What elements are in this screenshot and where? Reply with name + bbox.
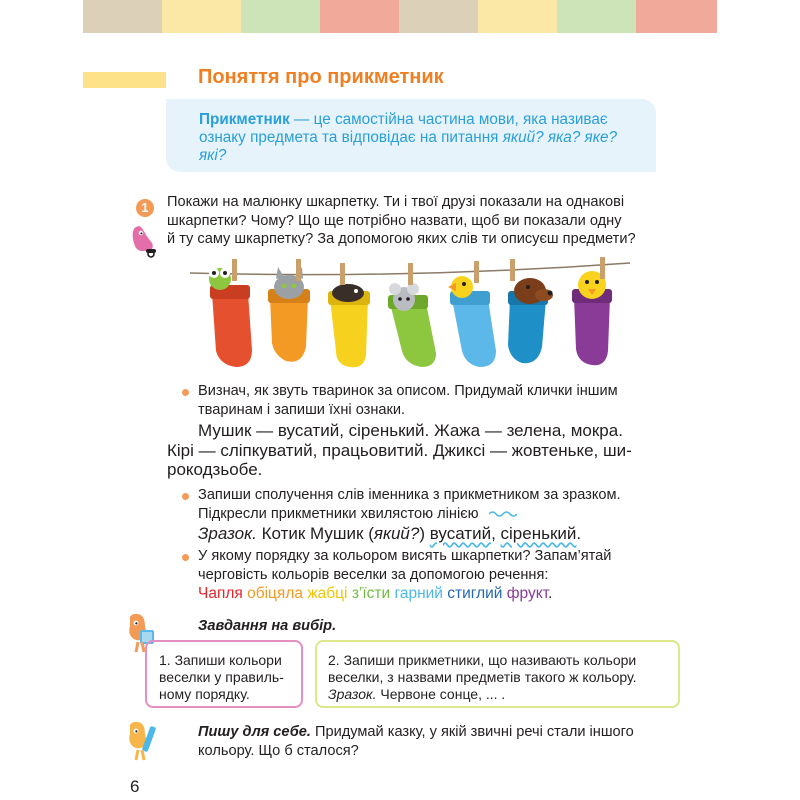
definition-text: ознаку предмета та відповідає на питання — [199, 129, 503, 146]
bullet-3-text — [198, 547, 611, 584]
stripe-segment — [241, 0, 320, 33]
page-number: 6 — [130, 777, 140, 796]
rainbow-word: жабці — [307, 585, 348, 602]
bullet-line: черговість кольорів веселки за допомогою речення: — [198, 566, 549, 583]
exercise-line: Покажи на малюнку шкарпетку. Ти і твої друзі показали на однакові — [167, 194, 625, 210]
stripe-segment — [399, 0, 478, 33]
rainbow-sentence — [198, 585, 552, 603]
stripe-segment — [636, 0, 717, 33]
bullet-line-text: Підкресли прикметники хвилястою лінією — [198, 505, 479, 522]
rainbow-word: обіцяла — [247, 585, 303, 602]
bullet-line: Визнач, як звуть тваринок за описом. Придумай клички іншим — [198, 383, 618, 399]
bullet-line: Запиши сполучення слів іменника з прикметником за зразком. — [198, 487, 621, 503]
write-for-yourself — [198, 723, 634, 760]
bullet-line: тваринам і запиши їхні ознаки. — [198, 401, 406, 418]
stripe-segment — [320, 0, 399, 33]
rainbow-period: . — [548, 585, 553, 602]
sock-green — [388, 263, 436, 367]
sample-text: ) — [419, 524, 430, 543]
bullet-marker — [182, 493, 189, 500]
definition-box — [166, 99, 656, 172]
definition-line-2 — [199, 129, 642, 147]
stripe-segment — [162, 0, 241, 33]
definition-line-3 — [199, 147, 642, 165]
description-line: рокодзьобе. — [167, 460, 263, 479]
rainbow-word: гарний — [394, 585, 443, 602]
choice-sample-text: Червоне сонце, ... . — [376, 686, 506, 702]
write-line: кольору. Що б сталося? — [198, 742, 359, 759]
sample-sentence — [198, 524, 581, 544]
animal-descriptions — [167, 421, 632, 480]
stripe-segment — [83, 0, 162, 33]
rainbow-word: Чапля — [198, 585, 243, 602]
sample-text: , — [491, 524, 501, 543]
sock-yellow — [328, 263, 370, 367]
write-text: Придумай казку, у якій звичні речі стали іншого — [310, 724, 634, 740]
definition-questions: який? яка? яке? — [502, 129, 617, 146]
choice-line: ному порядку. — [159, 686, 250, 702]
choice-sample-label: Зразок. — [328, 686, 377, 702]
wavy-line-icon — [489, 510, 517, 518]
definition-text: — це самостійна частина мови, яка називає — [289, 111, 608, 128]
rainbow-word: стиглий — [447, 585, 503, 602]
definition-line-1 — [199, 111, 642, 129]
rainbow-word: фрукт — [506, 585, 549, 602]
exercise-number-badge: 1 — [136, 199, 154, 217]
choice-option-1 — [145, 640, 303, 708]
sock-light-blue — [448, 261, 496, 367]
choice-line — [328, 686, 670, 703]
sample-question: який? — [373, 524, 420, 543]
choice-line: 1. Запиши кольори — [159, 652, 282, 668]
sock-purple — [572, 257, 612, 365]
choice-option-2 — [315, 640, 680, 708]
heading-accent-bar — [83, 72, 166, 88]
bullet-2-text — [198, 486, 621, 523]
description-line: Мушик — вусатий, сіренький. Жажа — зелена, мокра. — [198, 421, 623, 440]
description-line: Кірі — сліпкуватий, працьовитий. Джиксі — жовтеньке, ши- — [167, 440, 632, 460]
exercise-line: й ту саму шкарпетку? За допомогою яких слів ти описуєш предмети? — [167, 231, 636, 247]
choice-line: 2. Запиши прикметники, що називають кольори — [328, 652, 637, 668]
socks-illustration — [190, 255, 640, 373]
sock-red — [209, 259, 252, 367]
choice-line: веселки у правиль- — [159, 669, 284, 685]
page-title: Поняття про прикметник — [198, 66, 444, 88]
sample-adjective: сіренький — [500, 524, 577, 543]
bullet-1-text — [198, 382, 618, 419]
sample-text: . — [576, 524, 582, 543]
orange-character-writing-icon — [122, 720, 162, 762]
sample-label: Зразок. — [198, 524, 257, 543]
write-line — [198, 723, 634, 742]
sock-blue — [508, 259, 553, 363]
choice-line: веселки, з назвами предметів такого ж кольору. — [328, 669, 637, 685]
choice-label: Завдання на вибір. — [198, 618, 337, 634]
definition-term: Прикметник — [199, 111, 290, 128]
exercise-line: шкарпетки? Чому? Що ще потрібно назвати, щоб ви показали одну — [167, 212, 622, 229]
sample-text: Котик Мушик ( — [256, 524, 374, 543]
exercise-text — [167, 193, 636, 249]
bullet-line — [198, 505, 621, 524]
sample-adjective: вусатий — [429, 524, 492, 543]
bullet-line: У якому порядку за кольором висять шкарпетки? Запам’ятай — [198, 548, 612, 564]
bullet-marker — [182, 389, 189, 396]
stripe-segment — [557, 0, 636, 33]
bullet-marker — [182, 554, 189, 561]
pointing-hand-icon — [128, 223, 158, 259]
stripe-segment — [478, 0, 557, 33]
rainbow-word: з’їсти — [351, 585, 391, 602]
write-label: Пишу для себе. — [198, 724, 311, 740]
definition-questions: які? — [199, 147, 227, 164]
